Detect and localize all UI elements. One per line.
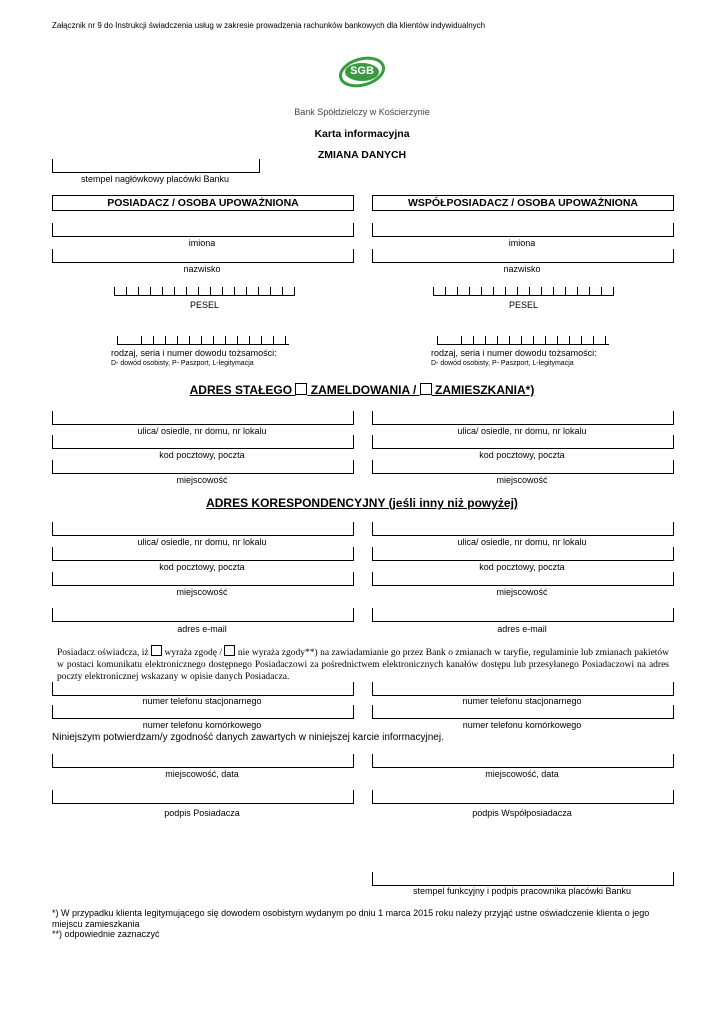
left-id-label: rodzaj, seria i numer dowodu tożsamości: bbox=[111, 348, 277, 358]
right-corr-city-field[interactable] bbox=[372, 572, 674, 586]
footnote-2: **) odpowiednie zaznaczyć bbox=[52, 929, 160, 939]
header-note: Załącznik nr 9 do Instrukcji świadczenia usług w zakresie prowadzenia rachunków bankowych dla klientów indywidualnych bbox=[52, 21, 486, 30]
right-email-field[interactable] bbox=[372, 608, 674, 622]
left-city-label: miejscowość bbox=[176, 475, 228, 485]
sgb-logo bbox=[337, 55, 387, 89]
left-phone-mobile-field[interactable] bbox=[52, 705, 354, 719]
consent-paragraph: Posiadacz oświadcza, iż wyraża zgodę / nie wyraża zgody**) na zawiadamianie go przez Bank o zmianach w taryfie, regulaminie lub zmianach pakietów w postaci komunikatu elektronicznego dostępnego Posiadaczowi za pośrednictwem elektronicznych kanałów dostępu lub przesyłanego Posiadaczowi na adres poczty elektronicznej wskazany w opisie danych Posiadacza. bbox=[57, 645, 669, 683]
right-id-label: rodzaj, seria i numer dowodu tożsamości: bbox=[431, 348, 597, 358]
consent-disagree-checkbox[interactable] bbox=[224, 645, 235, 656]
bank-name: Bank Spółdzielczy w Kościerzynie bbox=[294, 107, 430, 117]
right-email-label: adres e-mail bbox=[497, 624, 547, 634]
right-city-label: miejscowość bbox=[496, 475, 548, 485]
left-phone-fixed-label: numer telefonu stacjonarnego bbox=[142, 696, 262, 706]
stamp-field[interactable] bbox=[52, 159, 260, 173]
bank-stamp-field[interactable] bbox=[372, 872, 674, 886]
left-pesel-field[interactable] bbox=[114, 287, 295, 296]
right-nazwisko-field[interactable] bbox=[372, 249, 674, 263]
confirm-text: Niniejszym potwierdzam/y zgodność danych zawartych w niniejszej karcie informacyjnej. bbox=[52, 732, 444, 743]
footnote-1: *) W przypadku klienta legitymującego się dowodem osobistym wydanym po dniu 1 marca 2015 roku należy przyjąć ustne oświadczenie klienta o jego miejscu zamieszkania bbox=[52, 908, 650, 929]
section-corr-title: ADRES KORESPONDENCYJNY (jeśli inny niż powyżej) bbox=[206, 496, 518, 510]
left-corr-postal-field[interactable] bbox=[52, 547, 354, 561]
checkbox-zamieszkania[interactable] bbox=[420, 383, 432, 395]
col-left-header: POSIADACZ / OSOBA UPOWAŻNIONA bbox=[52, 195, 354, 211]
left-imiona-field[interactable] bbox=[52, 223, 354, 237]
right-corr-street-field[interactable] bbox=[372, 522, 674, 536]
left-corr-city-field[interactable] bbox=[52, 572, 354, 586]
right-phone-fixed-field[interactable] bbox=[372, 682, 674, 696]
right-corr-street-label: ulica/ osiedle, nr domu, nr lokalu bbox=[457, 537, 587, 547]
doc-title: Karta informacyjna bbox=[314, 128, 410, 140]
right-street-field[interactable] bbox=[372, 411, 674, 425]
right-phone-mobile-field[interactable] bbox=[372, 705, 674, 719]
right-id-hint: D- dowód osobisty, P- Paszport, L-legitymacja bbox=[431, 360, 574, 367]
left-street-label: ulica/ osiedle, nr domu, nr lokalu bbox=[137, 426, 267, 436]
right-pesel-label: PESEL bbox=[508, 300, 539, 310]
left-corr-street-field[interactable] bbox=[52, 522, 354, 536]
right-phone-fixed-label: numer telefonu stacjonarnego bbox=[462, 696, 582, 706]
right-corr-postal-field[interactable] bbox=[372, 547, 674, 561]
col-right-header: WSPÓŁPOSIADACZ / OSOBA UPOWAŻNIONA bbox=[372, 195, 674, 211]
left-city-field[interactable] bbox=[52, 460, 354, 474]
holder-signature-label: podpis Posiadacza bbox=[164, 808, 240, 818]
right-city-field[interactable] bbox=[372, 460, 674, 474]
right-place-date-field[interactable] bbox=[372, 754, 674, 768]
right-corr-postal-label: kod pocztowy, poczta bbox=[479, 562, 565, 572]
left-postal-label: kod pocztowy, poczta bbox=[159, 450, 245, 460]
left-id-number-field[interactable] bbox=[141, 336, 289, 345]
right-id-number-field[interactable] bbox=[461, 336, 609, 345]
left-pesel-label: PESEL bbox=[189, 300, 220, 310]
left-street-field[interactable] bbox=[52, 411, 354, 425]
left-nazwisko-field[interactable] bbox=[52, 249, 354, 263]
left-postal-field[interactable] bbox=[52, 435, 354, 449]
doc-subtitle: ZMIANA DANYCH bbox=[317, 149, 407, 161]
left-id-hint: D- dowód osobisty, P- Paszport, L-legitymacja bbox=[111, 360, 254, 367]
left-corr-city-label: miejscowość bbox=[176, 587, 228, 597]
left-corr-street-label: ulica/ osiedle, nr domu, nr lokalu bbox=[137, 537, 267, 547]
right-postal-field[interactable] bbox=[372, 435, 674, 449]
left-imiona-label: imiona bbox=[188, 238, 216, 248]
left-email-field[interactable] bbox=[52, 608, 354, 622]
left-phone-mobile-label: numer telefonu komórkowego bbox=[142, 720, 262, 730]
left-phone-fixed-field[interactable] bbox=[52, 682, 354, 696]
section-address-title: ADRES STAŁEGO ZAMELDOWANIA / ZAMIESZKANIA*) bbox=[189, 383, 535, 397]
right-postal-label: kod pocztowy, poczta bbox=[479, 450, 565, 460]
left-corr-postal-label: kod pocztowy, poczta bbox=[159, 562, 245, 572]
left-email-label: adres e-mail bbox=[177, 624, 227, 634]
left-place-date-field[interactable] bbox=[52, 754, 354, 768]
right-place-date-label: miejscowość, data bbox=[485, 769, 559, 779]
checkbox-zameldowania[interactable] bbox=[295, 383, 307, 395]
logo-text: SGB bbox=[350, 65, 374, 77]
right-imiona-label: imiona bbox=[508, 238, 536, 248]
right-nazwisko-label: nazwisko bbox=[503, 264, 541, 274]
coholder-signature-label: podpis Współposiadacza bbox=[472, 808, 572, 818]
right-corr-city-label: miejscowość bbox=[496, 587, 548, 597]
left-place-date-label: miejscowość, data bbox=[165, 769, 239, 779]
left-id-type-field[interactable] bbox=[117, 336, 142, 345]
right-street-label: ulica/ osiedle, nr domu, nr lokalu bbox=[457, 426, 587, 436]
bank-stamp-label: stempel funkcyjny i podpis pracownika placówki Banku bbox=[412, 886, 632, 896]
right-id-type-field[interactable] bbox=[437, 336, 462, 345]
consent-agree-checkbox[interactable] bbox=[151, 645, 162, 656]
right-phone-mobile-label: numer telefonu komórkowego bbox=[462, 720, 582, 730]
coholder-signature-field[interactable] bbox=[372, 790, 674, 804]
right-pesel-field[interactable] bbox=[433, 287, 614, 296]
stamp-label: stempel nagłówkowy placówki Banku bbox=[80, 174, 230, 184]
holder-signature-field[interactable] bbox=[52, 790, 354, 804]
left-nazwisko-label: nazwisko bbox=[183, 264, 221, 274]
right-imiona-field[interactable] bbox=[372, 223, 674, 237]
